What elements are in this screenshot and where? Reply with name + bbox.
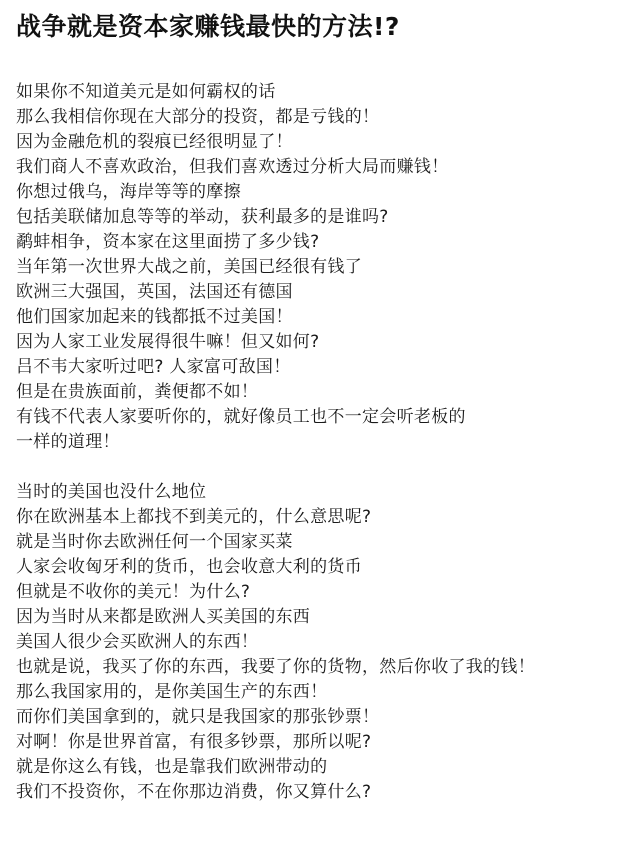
text-line: 但是在贵族面前，粪便都不如！ <box>16 382 259 402</box>
text-line: 而你们美国拿到的，就只是我国家的那张钞票！ <box>16 707 380 727</box>
text-line: 也就是说，我买了你的东西，我要了你的货物，然后你收了我的钱！ <box>16 657 535 677</box>
text-line: 但就是不收你的美元！为什么? <box>16 582 251 602</box>
text-line: 一样的道理！ <box>16 432 120 452</box>
text-line: 就是你这么有钱，也是靠我们欧洲带动的 <box>16 757 328 777</box>
text-line: 因为金融危机的裂痕已经很明显了！ <box>16 132 293 152</box>
text-line: 人家会收匈牙利的货币，也会收意大利的货币 <box>16 557 362 577</box>
article-title: 战争就是资本家赚钱最快的方法!? <box>16 12 400 41</box>
text-line: 你在欧洲基本上都找不到美元的，什么意思呢? <box>16 507 372 527</box>
text-line: 我们不投资你，不在你那边消费，你又算什么? <box>16 782 372 802</box>
text-line: 那么我相信你现在大部分的投资，都是亏钱的！ <box>16 107 380 127</box>
text-line: 美国人很少会买欧洲人的东西！ <box>16 632 259 652</box>
text-line: 对啊！你是世界首富，有很多钞票，那所以呢? <box>16 732 372 752</box>
text-line: 你想过俄乌，海岸等等的摩擦 <box>16 182 241 202</box>
text-line: 当时的美国也没什么地位 <box>16 482 207 502</box>
text-line: 因为人家工业发展得很牛嘛！但又如何? <box>16 332 320 352</box>
text-line: 有钱不代表人家要听你的，就好像员工也不一定会听老板的 <box>16 407 466 427</box>
text-line: 包括美联储加息等等的举动，获利最多的是谁吗? <box>16 207 389 227</box>
text-line: 他们国家加起来的钱都抵不过美国！ <box>16 307 293 327</box>
text-line: 就是当时你去欧洲任何一个国家买菜 <box>16 532 293 552</box>
paragraph-1 <box>16 80 626 455</box>
text-line: 那么我国家用的，是你美国生产的东西！ <box>16 682 328 702</box>
text-line: 因为当时从来都是欧洲人买美国的东西 <box>16 607 311 627</box>
text-line: 吕不韦大家听过吧? 人家富可敌国！ <box>16 357 291 377</box>
text-line: 如果你不知道美元是如何霸权的话 <box>16 82 276 102</box>
text-line: 鹬蚌相争，资本家在这里面捞了多少钱? <box>16 232 320 252</box>
text-line: 当年第一次世界大战之前，美国已经很有钱了 <box>16 257 362 277</box>
text-line: 欧洲三大强国，英国，法国还有德国 <box>16 282 293 302</box>
text-line: 我们商人不喜欢政治，但我们喜欢透过分析大局而赚钱！ <box>16 157 449 177</box>
paragraph-2 <box>16 480 626 805</box>
